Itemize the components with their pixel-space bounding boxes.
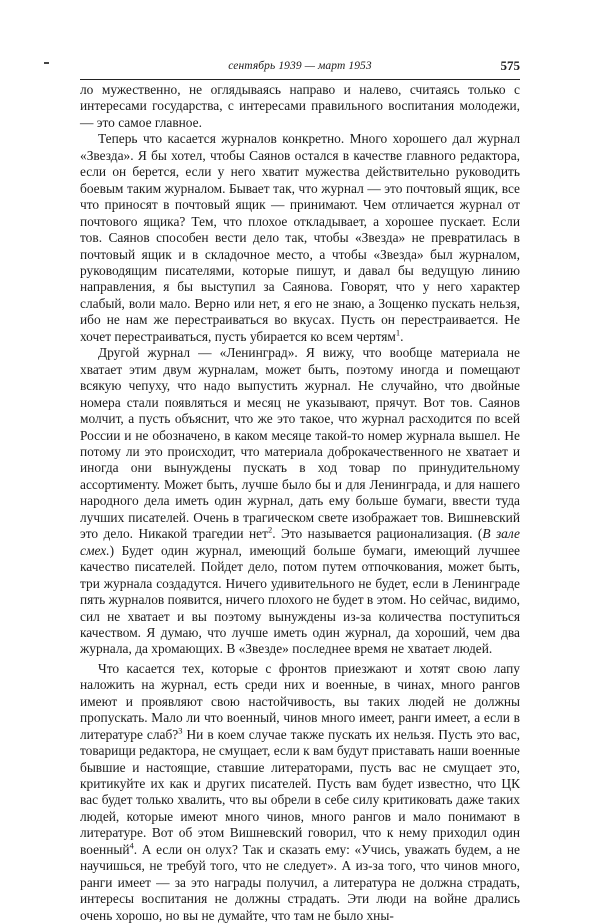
paragraph-3	[80, 345, 520, 658]
footnote-ref-4: 4	[129, 840, 134, 851]
paragraph-3-part-2: . Это называется рационализация. (	[272, 526, 483, 542]
header-rule	[80, 79, 520, 80]
running-head: сентябрь 1939 — март 1953	[228, 60, 372, 72]
paragraph-4	[80, 661, 520, 924]
paragraph-3-part-3: ) Будет один журнал, имеющий больше бумаги, имеющий лучшее качество писателей. Пойдет дело, потом путем отпочкования, может быть, три журнала создадутся. Ничего удивительного не будет, если в Ленинграде пять журналов появится, ничего плохого не будет в этом. Но сейчас, видимо, сил не хватает и вы поэтому вынуждены из-за количества поступиться качеством. Я думаю, что лучше иметь один журнал, да хороший, чем два журнала, да хромающих. В «Звезде» последнее время не хватает людей.	[80, 542, 520, 657]
paragraph-4-part-2: Ни в коем случае также пускать их нельзя. Пусть это вас, товарищи редактора, не смущает, если к вам будут приставать наши военные бывшие и настоящие, ставшие литераторами, пусть вас не смущает это, критикуйте их как и других писателей. Пусть вам будет известно, что ЦК вас будет только хвалить, что вы обрели в себе силу критиковать даже таких людей, которые имеют много чинов, много рангов и мало понимают в литературе. Вот об этом Вишневский говорил, что к нему приходил один военный	[80, 726, 521, 857]
page-header	[80, 58, 520, 78]
paragraph-2-text: Теперь что касается журналов конкретно. Много хорошего дал журнал «Звезда». Я бы хотел, чтобы Саянов остался в качестве главного редактора, если он берется, если у него хватит мужества действительно руководить боевым таким журналом. Бывает так, что журнал — это почтовый ящик, все что приносят в почтовый ящик — принимают. Чем отличается журнал от почтового ящика? Тем, что плохое откладывает, а хорошее пускает. Если тов. Саянов способен вести дело так, чтобы «Звезда» не превратилась в почтовый ящик и в складочное место, а чтобы «Звезда» был журналом, руководящим писателями, которые пишут, и давал бы ведущую линию направления, я бы выступил за Саянова. Говорят, что у него характер слабый, воли мало. Верно или нет, я его не знаю, а Зощенко пускать нельзя, ибо не нам же перестраиваться во вкусах. Пусть он перестраивается. Не хочет перестраиваться, пусть убирается ко всем чертям	[80, 131, 520, 344]
footnote-ref-3: 3	[178, 725, 183, 736]
footnote-ref-1: 1	[395, 327, 401, 338]
paragraph-2-end: .	[400, 328, 404, 344]
stage-remark: В зале смех.	[80, 526, 520, 558]
body-text	[80, 82, 520, 924]
page-number: 575	[500, 58, 520, 73]
footnote-ref-2: 2	[267, 524, 273, 535]
paragraph-1-text: ло мужественно, не оглядываясь направо и налево, считаясь только с интересами государства, с интересами правильного воспитания молодежи, — это самое главное.	[80, 82, 520, 130]
paragraph-3-part-1: Другой журнал — «Ленинград». Я вижу, что вообще материала не хватает этим двум журналам, может быть, поэтому иногда и помещают всякую чепуху, что надо выпустить журнал. Не случайно, что двойные номера стали появляться и месяц не указывают, прячут. Вот тов. Саянов молчит, а пусть объяснит, что же это такое, что журнал расходится по всей России и не обозначено, в каком месяце такой-то номер журнала вышел. Не потому ли это происходит, что материала доброкачественного не хватает и иногда они вынуждены пускать в ход товар по принудительному ассортименту. Может быть, лучше было бы и для Ленинграда, и для нашего народного дела иметь один журнал, дать ему больше бумаги, ввести туда лучших писателей. Очень в трагическом свете изображает тов. Вишневский это дело. Никакой трагедии нет	[80, 345, 520, 542]
paragraph-4-part-1: Что касается тех, которые с фронтов приезжают и хотят свою лапу наложить на журнал, есть среди них и военные, в чинах, много рангов имеют и проявляют свою настойчивость, вы таких людей не должны пропускать. Мало ли что военный, чинов много имеет, ранги имеет, а если в литературе слаб?	[80, 660, 520, 742]
paragraph-4-part-3: . А если он олух? Так и сказать ему: «Учись, уважать будем, а не научишься, не требуй того, что не следует». А из-за того, что чинов много, ранги имеет — за это награды получил, а литература не должна страдать, интересы воспитания не должны страдать. Эти люди на войне дрались очень хорошо, но вы не думайте, что там не было хны-	[80, 841, 520, 923]
paragraph-1	[80, 82, 520, 131]
paragraph-2	[80, 131, 520, 345]
page-mark	[44, 62, 49, 64]
